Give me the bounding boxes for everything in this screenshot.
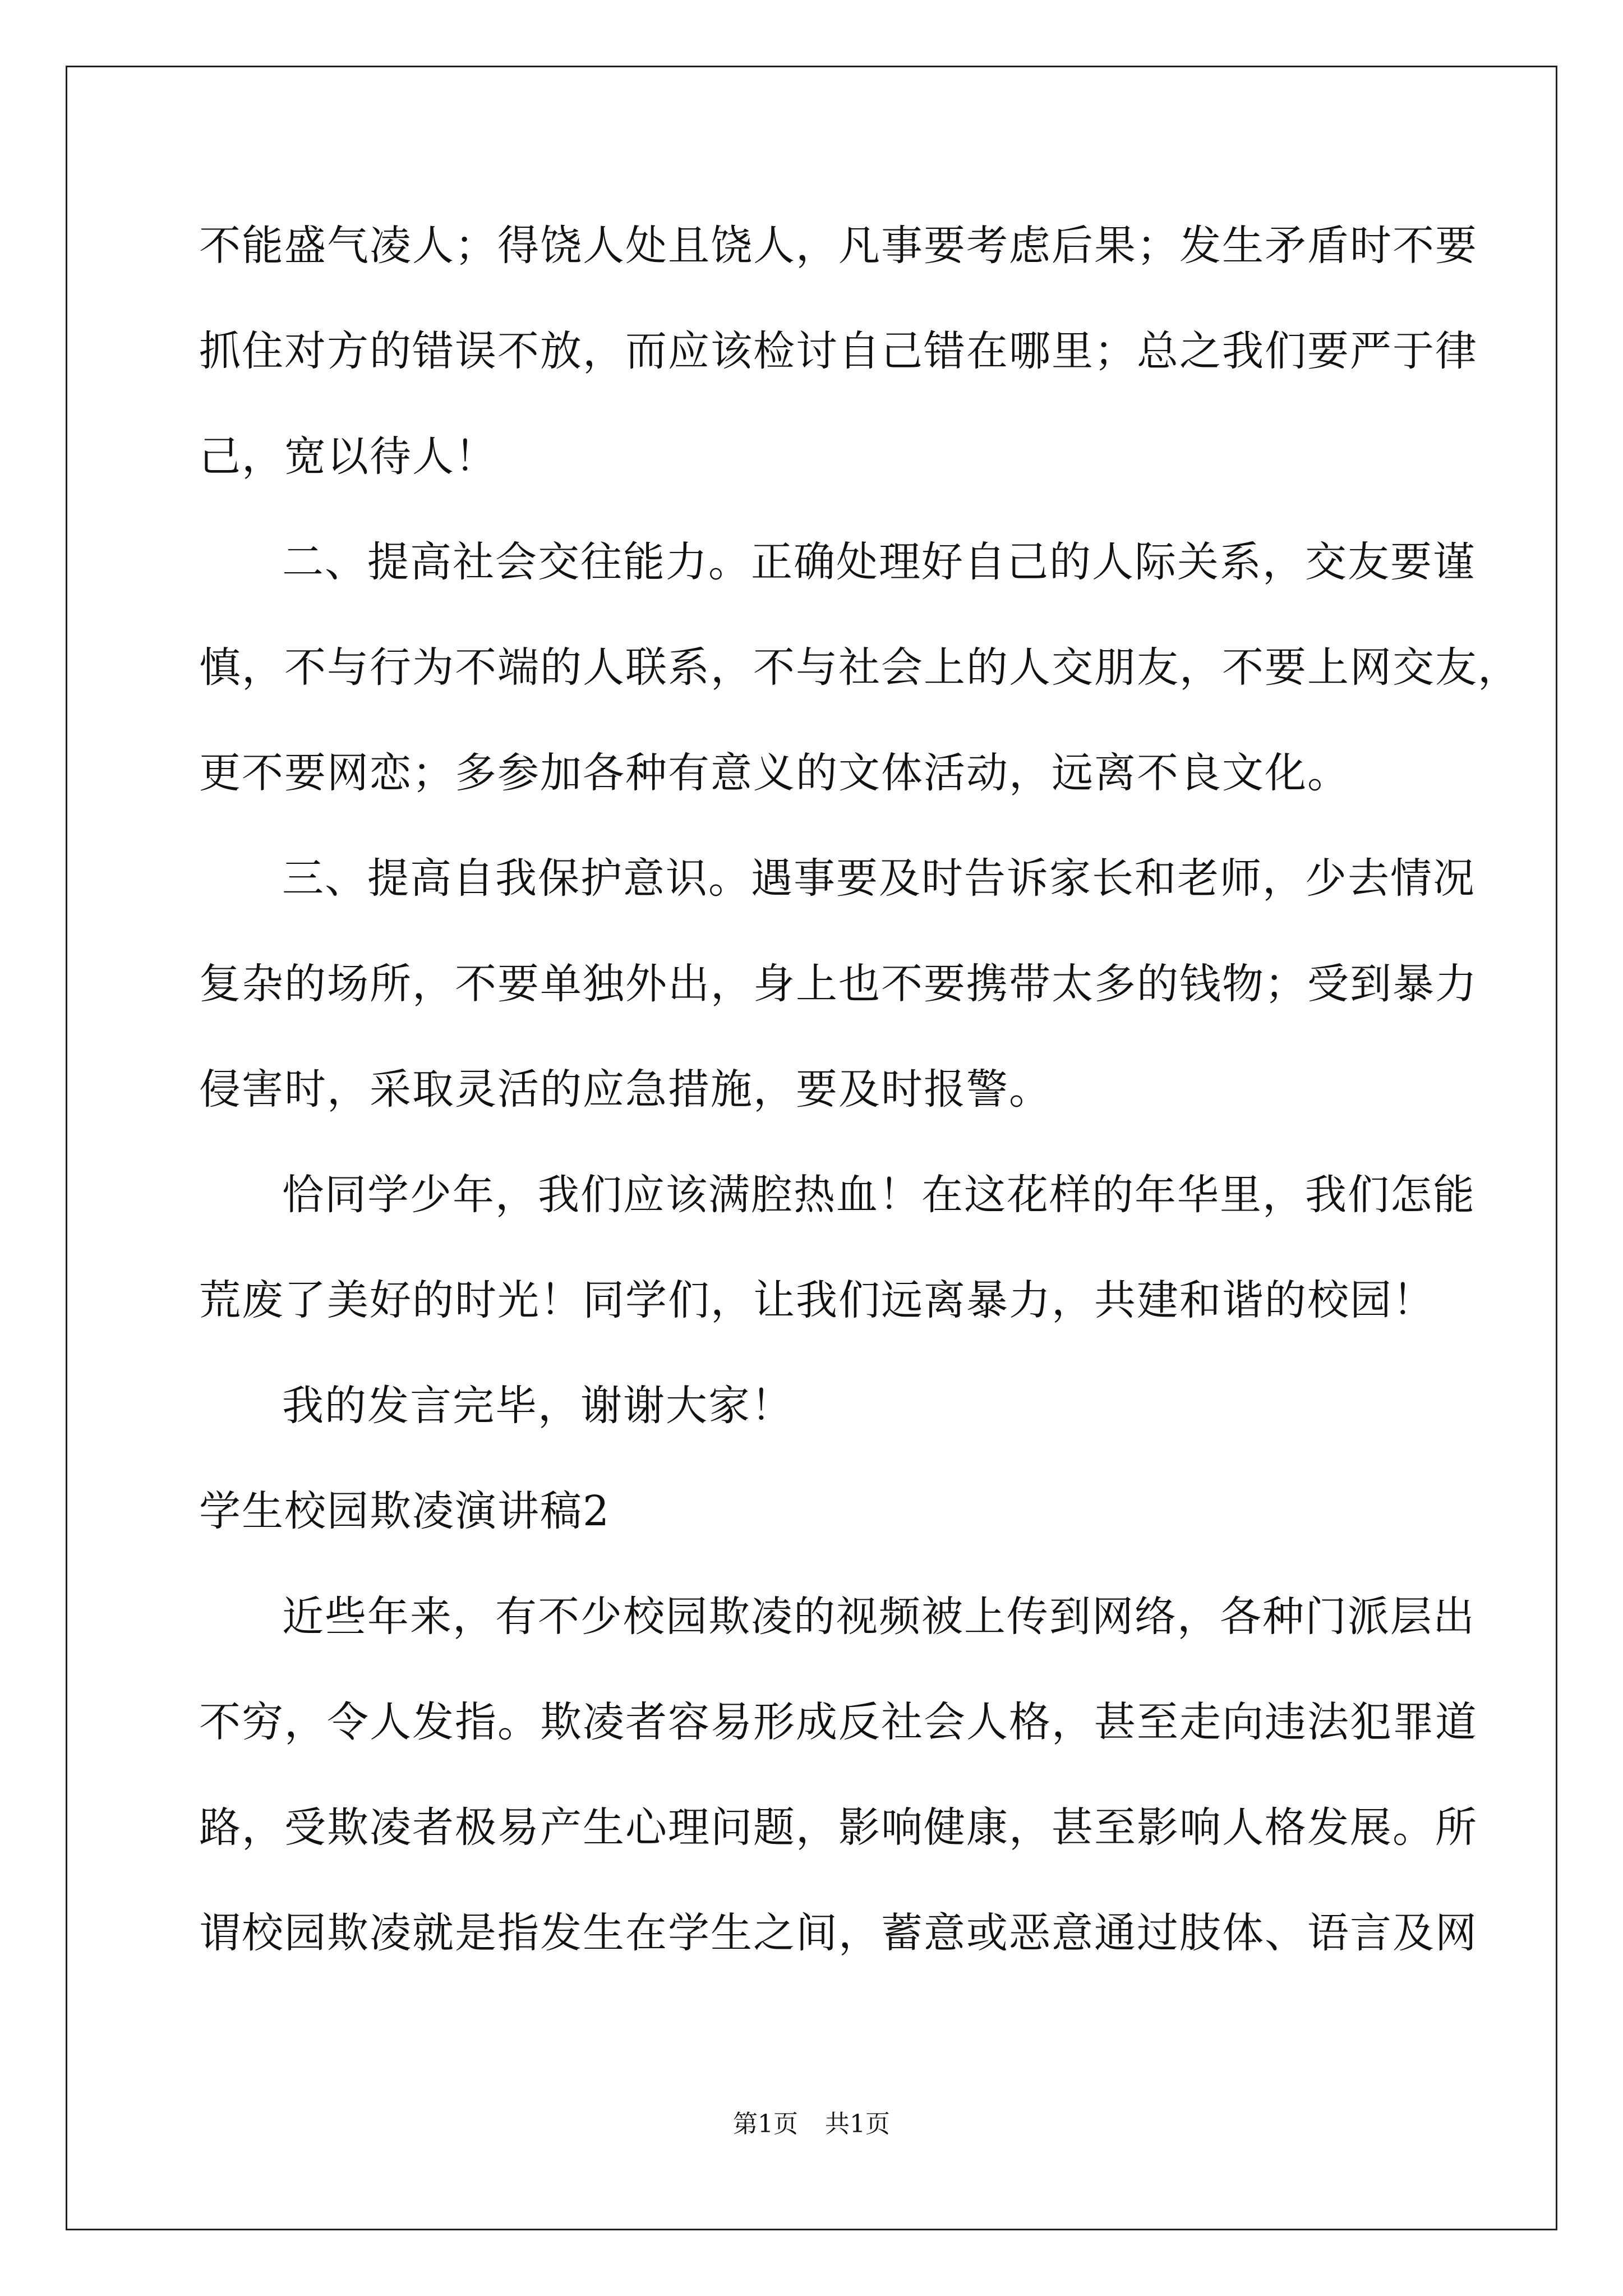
text-line-11: 荒废了美好的时光！同学们，让我们远离暴力，共建和谐的校园！ bbox=[199, 1276, 1435, 1324]
text-line-2: 抓住对方的错误不放，而应该检讨自己错在哪里；总之我们要严于律 bbox=[199, 327, 1478, 375]
text-line-4: 二、提高社会交往能力。正确处理好自己的人际关系，交友要谨 bbox=[282, 538, 1476, 586]
text-line-14: 近些年来，有不少校园欺凌的视频被上传到网络，各种门派层出 bbox=[282, 1593, 1476, 1641]
text-line-15: 不穷，令人发指。欺凌者容易形成反社会人格，甚至走向违法犯罪道 bbox=[199, 1698, 1478, 1746]
text-line-5: 慎，不与行为不端的人联系，不与社会上的人交朋友，不要上网交友， bbox=[199, 643, 1520, 692]
text-line-12: 我的发言完毕，谢谢大家！ bbox=[282, 1382, 794, 1430]
page-footer bbox=[0, 2108, 1623, 2141]
text-line-9: 侵害时，采取灵活的应急措施，要及时报警。 bbox=[199, 1065, 1052, 1114]
section-heading: 学生校园欺凌演讲稿2 bbox=[199, 1487, 611, 1535]
text-line-16: 路，受欺凌者极易产生心理问题，影响健康，甚至影响人格发展。所 bbox=[199, 1803, 1478, 1852]
text-line-6: 更不要网恋；多参加各种有意义的文体活动，远离不良文化。 bbox=[199, 749, 1350, 797]
text-line-10: 恰同学少年，我们应该满腔热血！在这花样的年华里，我们怎能 bbox=[282, 1171, 1476, 1219]
page-total: 共1页 bbox=[825, 2110, 890, 2138]
text-line-7: 三、提高自我保护意识。遇事要及时告诉家长和老师，少去情况 bbox=[282, 854, 1476, 903]
text-line-17: 谓校园欺凌就是指发生在学生之间，蓄意或恶意通过肢体、语言及网 bbox=[199, 1909, 1478, 1957]
text-line-1: 不能盛气凌人；得饶人处且饶人，凡事要考虑后果；发生矛盾时不要 bbox=[199, 222, 1478, 270]
document-body bbox=[199, 215, 1520, 2008]
text-line-3: 己，宽以待人！ bbox=[199, 432, 497, 481]
text-line-8: 复杂的场所，不要单独外出，身上也不要携带太多的钱物；受到暴力 bbox=[199, 960, 1478, 1008]
page-number: 第1页 bbox=[733, 2110, 798, 2138]
